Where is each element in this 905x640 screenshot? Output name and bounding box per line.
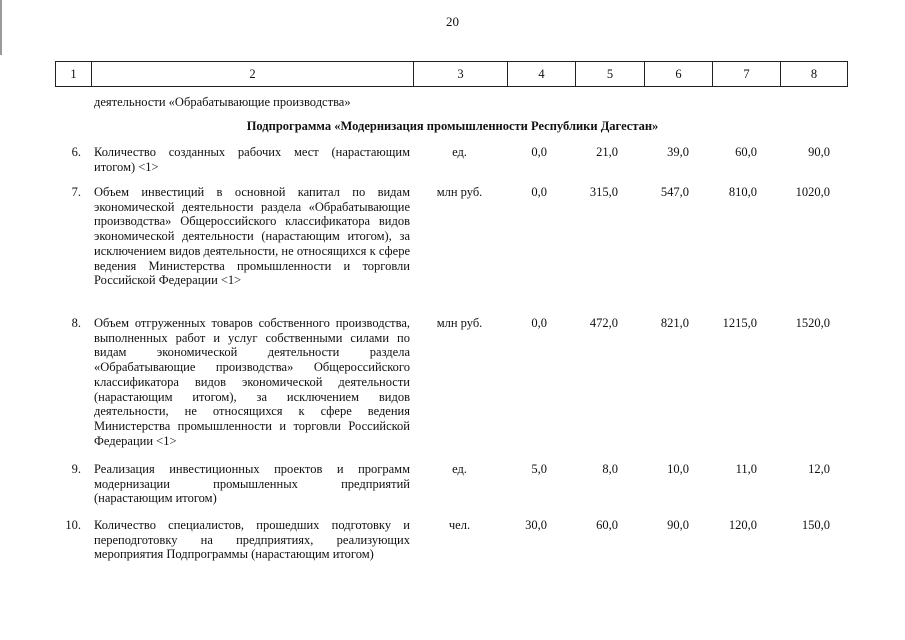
column-header-row xyxy=(56,62,848,87)
row-value: 120,0 xyxy=(728,518,757,532)
row-unit: ед. xyxy=(452,145,467,159)
column-header-cell: 6 xyxy=(645,62,713,87)
row-value: 472,0 xyxy=(589,316,618,330)
row-value: 315,0 xyxy=(589,185,618,199)
row-value: 39,0 xyxy=(667,145,689,159)
row-value: 1020,0 xyxy=(795,185,830,199)
column-header-cell: 7 xyxy=(713,62,781,87)
row-description: Объем отгруженных товаров собственного производства, выполненных работ и услуг собственными силами по видам экономической деятельности раздела «Обрабатывающие производства» Общероссийского классификатора видов экономической деятельности (нарастающим итогом), за исключением видов деятельности, не относящихся к сфере ведения Министерства промышленности и торговли Российской Федерации <1> xyxy=(94,316,410,448)
continuation-text: деятельности «Обрабатывающие производства» xyxy=(94,95,351,109)
row-unit: млн руб. xyxy=(436,185,483,199)
column-header-cell: 2 xyxy=(92,62,414,87)
table-row xyxy=(0,518,905,568)
row-value: 90,0 xyxy=(667,518,689,532)
subprogram-title: Подпрограмма «Модернизация промышленности Республики Дагестан» xyxy=(246,119,659,133)
row-description: Реализация инвестиционных проектов и программ модернизации промышленных предприятий (нарастающим итогом) xyxy=(94,462,410,506)
row-number: 9. xyxy=(71,462,81,476)
table-row xyxy=(0,462,905,512)
row-value: 547,0 xyxy=(660,185,689,199)
row-value: 12,0 xyxy=(808,462,830,476)
row-value: 21,0 xyxy=(596,145,618,159)
row-value: 821,0 xyxy=(660,316,689,330)
column-header-table xyxy=(55,61,848,87)
row-value: 150,0 xyxy=(801,518,830,532)
row-value: 30,0 xyxy=(525,518,547,532)
row-value: 11,0 xyxy=(735,462,757,476)
row-value: 5,0 xyxy=(531,462,547,476)
row-value: 90,0 xyxy=(808,145,830,159)
table-row xyxy=(0,145,905,181)
column-header-cell: 1 xyxy=(56,62,92,87)
row-value: 0,0 xyxy=(531,145,547,159)
row-unit: млн руб. xyxy=(436,316,483,330)
row-value: 0,0 xyxy=(531,185,547,199)
row-value: 10,0 xyxy=(667,462,689,476)
column-header-cell: 3 xyxy=(414,62,508,87)
column-header-cell: 8 xyxy=(781,62,848,87)
row-description: Количество созданных рабочих мест (нарастающим итогом) <1> xyxy=(94,145,410,174)
row-value: 60,0 xyxy=(596,518,618,532)
row-value: 60,0 xyxy=(735,145,757,159)
row-description: Объем инвестиций в основной капитал по видам экономической деятельности раздела «Обрабатывающие производства» Общероссийского классификатора видов экономической деятельности (нарастающим итогом), за исключением видов деятельности, не относящихся к сфере ведения Министерства промышленности и торговли Российской Федерации <1> xyxy=(94,185,410,288)
table-row xyxy=(0,185,905,310)
row-value: 1215,0 xyxy=(722,316,757,330)
row-unit: чел. xyxy=(448,518,471,532)
page-number: 20 xyxy=(446,14,459,29)
row-value: 810,0 xyxy=(728,185,757,199)
row-description: Количество специалистов, прошедших подготовку и переподготовку на предприятиях, реализующих мероприятия Подпрограммы (нарастающим итогом) xyxy=(94,518,410,562)
row-number: 7. xyxy=(71,185,81,199)
row-value: 1520,0 xyxy=(795,316,830,330)
row-unit: ед. xyxy=(452,462,467,476)
row-number: 6. xyxy=(71,145,81,159)
row-number: 8. xyxy=(71,316,81,330)
column-header-cell: 4 xyxy=(508,62,576,87)
row-number: 10. xyxy=(65,518,81,532)
row-value: 0,0 xyxy=(531,316,547,330)
row-value: 8,0 xyxy=(602,462,618,476)
table-row xyxy=(0,316,905,456)
column-header-cell: 5 xyxy=(576,62,645,87)
